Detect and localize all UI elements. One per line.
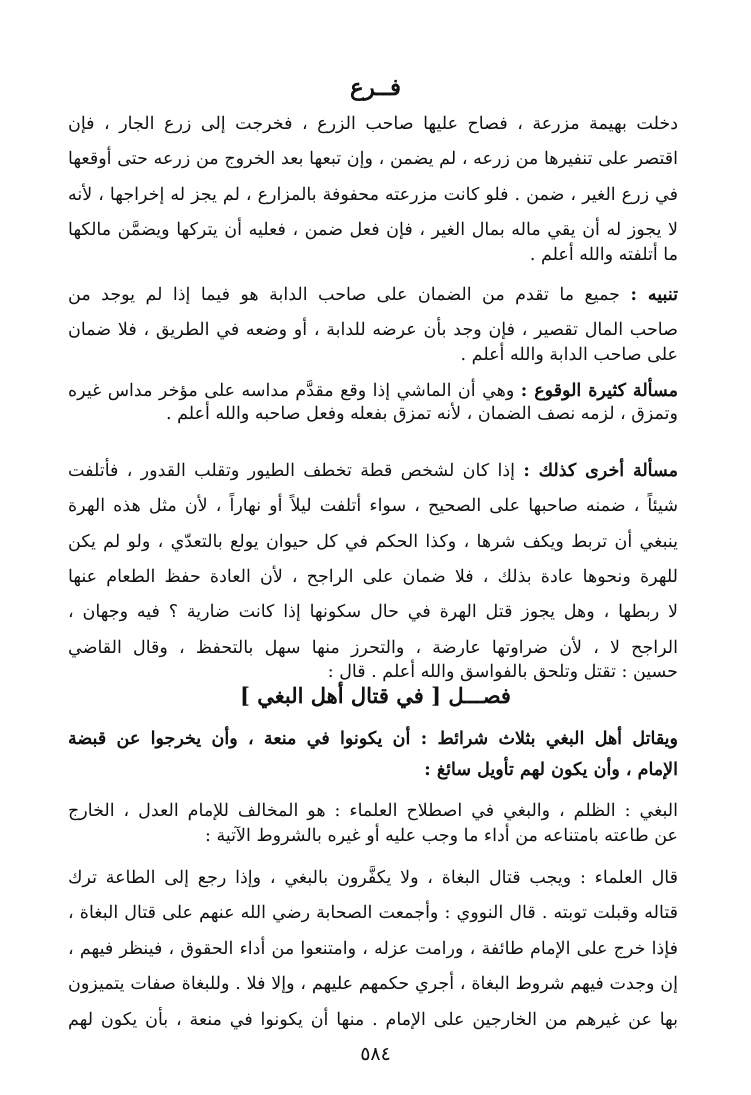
paragraph4-line: حسين : تقتل وتلحق بالفواسق والله أعلم . قال : <box>327 662 678 682</box>
paragraph2-line: صاحب المال تقصير ، فإن وجد بأن عرضه للدابة ، أو وضعه في الطريق ، فلا ضمان <box>68 320 678 340</box>
matn-line: ويقاتل أهل البغي بثلاث شرائط : أن يكونوا في منعة ، وأن يخرجوا عن قبضة <box>68 729 678 749</box>
matn-line: الإمام ، وأن يكون لهم تأويل سائغ : <box>424 760 678 780</box>
paragraph3-text: وهي أن الماشي إذا وقع مقدَّم مداسه على مؤخر مداس غيره <box>68 381 515 401</box>
commentary-line: فإذا خرج على الإمام طائفة ، ورامت عزله ، وامتنعوا من أداء الحقوق ، فينظر فيهم ، <box>68 939 678 959</box>
commentary-line: قال العلماء : ويجب قتال البغاة ، ولا يكفَّرون بالبغي ، وإذا رجع إلى الطاعة ترك <box>68 868 678 888</box>
paragraph2-line: على صاحب الدابة والله أعلم . <box>460 345 678 365</box>
paragraph1-line: في زرع الغير ، ضمن . فلو كانت مزرعته محفوفة بالمزارع ، لم يجز له إخراجها ، لأنه <box>68 185 678 205</box>
paragraph1-line: ما أتلفته والله أعلم . <box>529 245 678 265</box>
commentary-line: إن وجدت فيهم شروط البغاة ، أجري حكمهم عليهم ، وإلا فلا . وللبغاة صفات يتميزون <box>68 974 678 994</box>
chapter-heading: فصـــل [ في قتال أهل البغي ] <box>240 683 511 708</box>
definition-line: البغي : الظلم ، والبغي في اصطلاح العلماء : هو المخالف للإمام العدل ، الخارج <box>68 801 678 821</box>
paragraph3-line: وتمزق ، لزمه نصف الضمان ، لأنه تمزق بفعله وفعل صاحبه والله أعلم . <box>166 404 678 424</box>
paragraph4-line: للهرة ونحوها عادة بذلك ، فلا ضمان على الراجح ، لأن العادة حفظ الطعام عنها <box>68 567 678 587</box>
paragraph2-text: جميع ما تقدم من الضمان على صاحب الدابة هو فيما إذا لم يوجد من <box>68 285 621 305</box>
definition-line: عن طاعته بامتناعه من أداء ما وجب عليه أو غيره بالشروط الآتية : <box>205 826 678 846</box>
paragraph4-line: شيئاً ، ضمنه صاحبها على الصحيح ، سواء أتلفت ليلاً أو نهاراً ، لأن مثل هذه الهرة <box>68 496 678 516</box>
paragraph4-line <box>68 459 678 483</box>
section-title: فــرع <box>350 74 401 101</box>
paragraph2-lead: تنبيه : <box>630 285 678 305</box>
paragraph2-line <box>68 283 678 307</box>
paragraph4-lead: مسألة أخرى كذلك : <box>523 461 678 481</box>
page-number: ٥٨٤ <box>360 1043 391 1065</box>
paragraph1-line: لا يجوز له أن يقي ماله بمال الغير ، فإن فعل ضمن ، فعليه أن يتركها ويضمَّن مالكها <box>68 220 678 240</box>
commentary-line: قتاله وقبلت توبته . قال النووي : وأجمعت الصحابة رضي الله عنهم على قتال البغاة ، <box>68 903 678 923</box>
paragraph1-line: دخلت بهيمة مزرعة ، فصاح عليها صاحب الزرع ، فخرجت إلى زرع الجار ، فإن <box>68 114 678 134</box>
paragraph4-line: لا ربطها ، وهل يجوز قتل الهرة في حال سكونها إذا كانت ضارية ؟ فيه وجهان ، <box>68 602 678 622</box>
paragraph3-line <box>68 379 678 403</box>
paragraph4-line: ينبغي أن تربط ويكف شرها ، وكذا الحكم في كل حيوان يولع بالتعدّي ، ولو لم يكن <box>68 532 678 552</box>
paragraph3-lead: مسألة كثيرة الوقوع : <box>520 381 678 401</box>
paragraph4-line: الراجح لا ، لأن ضراوتها عارضة ، والتحرز منها سهل بالتحفظ ، وقال القاضي <box>68 638 678 658</box>
commentary-line: بها عن غيرهم من الخارجين على الإمام . منها أن يكونوا في منعة ، بأن يكون لهم <box>68 1010 678 1030</box>
paragraph1-line: اقتصر على تنفيرها من زرعه ، لم يضمن ، وإن تبعها بعد الخروج من زرعه حتى أوقعها <box>68 149 678 169</box>
paragraph4-text: إذا كان لشخص قطة تخطف الطيور وتقلب القدور ، فأتلفت <box>68 461 515 481</box>
